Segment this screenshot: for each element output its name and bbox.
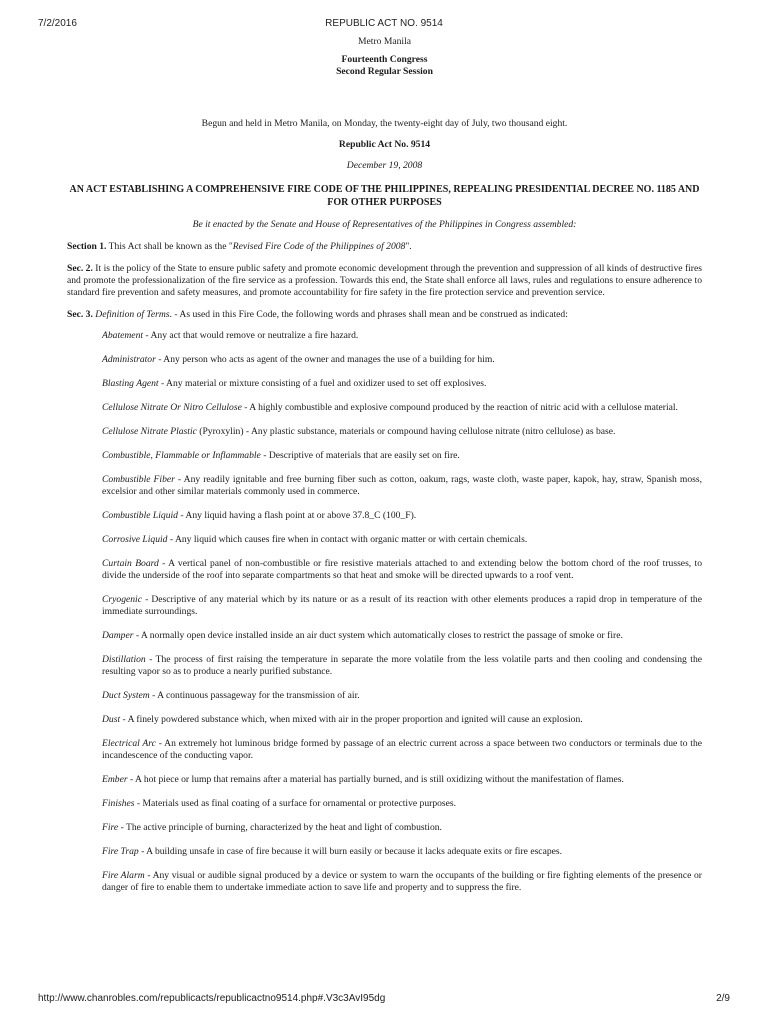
definition-item <box>102 870 702 894</box>
definition-item <box>102 378 702 390</box>
section-1 <box>67 241 702 253</box>
term-definition: - The active principle of burning, characterized by the heat and light of combustion. <box>118 822 442 833</box>
term: Dust <box>102 714 121 725</box>
republic-act-number: Republic Act No. 9514 <box>338 139 431 150</box>
congress: Fourteenth Congress <box>341 54 428 65</box>
definition-item <box>102 510 702 522</box>
definition-item <box>102 426 702 438</box>
term: Duct System <box>102 690 150 701</box>
term-definition: - A building unsafe in case of fire because it will burn easily or because it lacks adequate exits or fire escapes. <box>138 846 563 857</box>
begun-statement: Begun and held in Metro Manila, on Monday, the twenty-eight day of July, two thousand eight. <box>201 118 568 129</box>
definition-item <box>102 534 702 546</box>
term-definition: - A finely powdered substance which, when mixed with air in the proper proportion and ignited will cause an explosion. <box>120 714 583 725</box>
term: Combustible Liquid <box>102 510 178 521</box>
term-definition: - Any material or mixture consisting of a fuel and oxidizer used to set off explosives. <box>158 378 487 389</box>
definition-item <box>102 654 702 678</box>
section-3-heading: Definition of Terms <box>95 309 170 320</box>
term: Finishes <box>102 798 135 809</box>
term: Curtain Board <box>102 558 159 569</box>
term-definition: - Any person who acts as agent of the owner and manages the use of a building for him. <box>155 354 495 365</box>
term: Fire Trap <box>102 846 139 857</box>
section-3 <box>67 309 702 321</box>
section-1-title: Revised Fire Code of the Philippines of 2008 <box>232 241 406 252</box>
section-1-label: Section 1. <box>67 241 107 252</box>
definition-item <box>102 402 702 414</box>
term-definition: (Pyroxylin) - Any plastic substance, materials or compound having cellulose nitrate (nitro cellulose) as base. <box>196 426 616 437</box>
term: Distillation <box>102 654 146 665</box>
definition-item <box>102 450 702 462</box>
definition-item <box>102 798 702 810</box>
term-definition: - Any visual or audible signal produced by a device or system to warn the occupants of the building or fire fighting elements of the presence or danger of fire to enable them to undertake immediate action to save life and property and to suppress the fire. <box>102 870 702 893</box>
section-1-end: ". <box>405 241 412 252</box>
term: Fire <box>102 822 119 833</box>
definition-item <box>102 558 702 582</box>
term: Corrosive Liquid <box>102 534 168 545</box>
term-definition: - Any liquid having a flash point at or above 37.8_C (100_F). <box>177 510 417 521</box>
print-header <box>0 18 768 32</box>
section-3-label: Sec. 3. <box>67 309 93 320</box>
definition-item <box>102 354 702 366</box>
term: Cryogenic <box>102 594 142 605</box>
definition-item <box>102 846 702 858</box>
definition-item <box>102 738 702 762</box>
definition-item <box>102 474 702 498</box>
term: Administrator <box>102 354 156 365</box>
term-definition: - An extremely hot luminous bridge formed by passage of an electric current across a space between two conductors or terminals due to the incandescence of the conducting vapor. <box>102 738 702 761</box>
section-2-text: It is the policy of the State to ensure public safety and promote economic development through the prevention and suppression of all kinds of destructive fires and promote the professionalization of the fire service as a profession. Towards this end, the State shall enforce all laws, rules and regulations to ensure adherence to standard fire prevention and safety measures, and promote accountability for fire safety in the fire protection service and prevention service. <box>67 263 702 298</box>
source-url[interactable]: http://www.chanrobles.com/republicacts/republicactno9514.php#.V3c3AvI95dg <box>38 993 386 1004</box>
definition-item <box>102 594 702 618</box>
term: Cellulose Nitrate Or Nitro Cellulose <box>102 402 242 413</box>
term-definition: - A highly combustible and explosive compound produced by the reaction of nitric acid with a cellulose material. <box>241 402 678 413</box>
definition-item <box>102 714 702 726</box>
term: Combustible, Flammable or Inflammable <box>102 450 261 461</box>
definition-item <box>102 630 702 642</box>
term-definition: - Descriptive of materials that are easily set on fire. <box>260 450 460 461</box>
print-date: 7/2/2016 <box>38 18 77 29</box>
section-3-text: . - As used in this Fire Code, the following words and phrases shall mean and be construed as indicated: <box>169 309 568 320</box>
term: Fire Alarm <box>102 870 145 881</box>
section-2-label: Sec. 2. <box>67 263 93 274</box>
location: Metro Manila <box>357 36 412 47</box>
section-1-text: This Act shall be known as the " <box>106 241 233 252</box>
term-definition: - A hot piece or lump that remains after a material has partially burned, and is still oxidizing without the manifestation of flames. <box>127 774 624 785</box>
term: Abatement <box>102 330 144 341</box>
term-definition: - A normally open device installed inside an air duct system which automatically closes to restrict the passage of smoke or fire. <box>133 630 623 641</box>
term: Cellulose Nitrate Plastic <box>102 426 197 437</box>
term-definition: - A continuous passageway for the transmission of air. <box>149 690 360 701</box>
definition-item <box>102 774 702 786</box>
session: Second Regular Session <box>336 66 433 77</box>
enacting-clause: Be it enacted by the Senate and House of Representatives of the Philippines in Congress assembled: <box>192 219 577 230</box>
term-definition: - Descriptive of any material which by its nature or as a result of its reaction with other elements produces a rapid drop in temperature of the immediate surroundings. <box>102 594 702 617</box>
act-date: December 19, 2008 <box>346 160 423 171</box>
term: Combustible Fiber <box>102 474 175 485</box>
definition-item <box>102 690 702 702</box>
term: Ember <box>102 774 128 785</box>
term: Damper <box>102 630 134 641</box>
definition-list <box>102 330 702 894</box>
section-2 <box>67 263 702 299</box>
page-number: 2/9 <box>716 993 730 1004</box>
term-definition: - Materials used as final coating of a surface for ornamental or protective purposes. <box>134 798 457 809</box>
term: Blasting Agent <box>102 378 159 389</box>
act-title: AN ACT ESTABLISHING A COMPREHENSIVE FIRE CODE OF THE PHILIPPINES, REPEALING PRESIDENTIAL DECREE NO. 1185 AND FOR OTHER PURPOSES <box>69 184 700 208</box>
term-definition: - A vertical panel of non-combustible or fire resistive materials attached to and extending below the bottom chord of the roof trusses, to divide the underside of the roof into separate compartments so that heat and smoke will be directed upwards to a roof vent. <box>102 558 702 581</box>
print-title: REPUBLIC ACT NO. 9514 <box>325 18 443 29</box>
term-definition: - Any liquid which causes fire when in contact with organic matter or with certain chemicals. <box>167 534 528 545</box>
definition-item <box>102 330 702 342</box>
definition-item <box>102 822 702 834</box>
term: Electrical Arc <box>102 738 156 749</box>
print-footer <box>0 993 768 1007</box>
term-definition: - Any act that would remove or neutralize a fire hazard. <box>143 330 359 341</box>
document-body <box>67 36 702 894</box>
term-definition: - Any readily ignitable and free burning fiber such as cotton, oakum, rags, waste cloth, waste paper, kapok, hay, straw, Spanish moss, excelsior and other similar materials commonly used in commerce. <box>102 474 703 497</box>
term-definition: - The process of first raising the temperature in separate the more volatile from the less volatile parts and then cooling and condensing the resulting vapor so as to produce a nearly purified substance. <box>102 654 702 677</box>
